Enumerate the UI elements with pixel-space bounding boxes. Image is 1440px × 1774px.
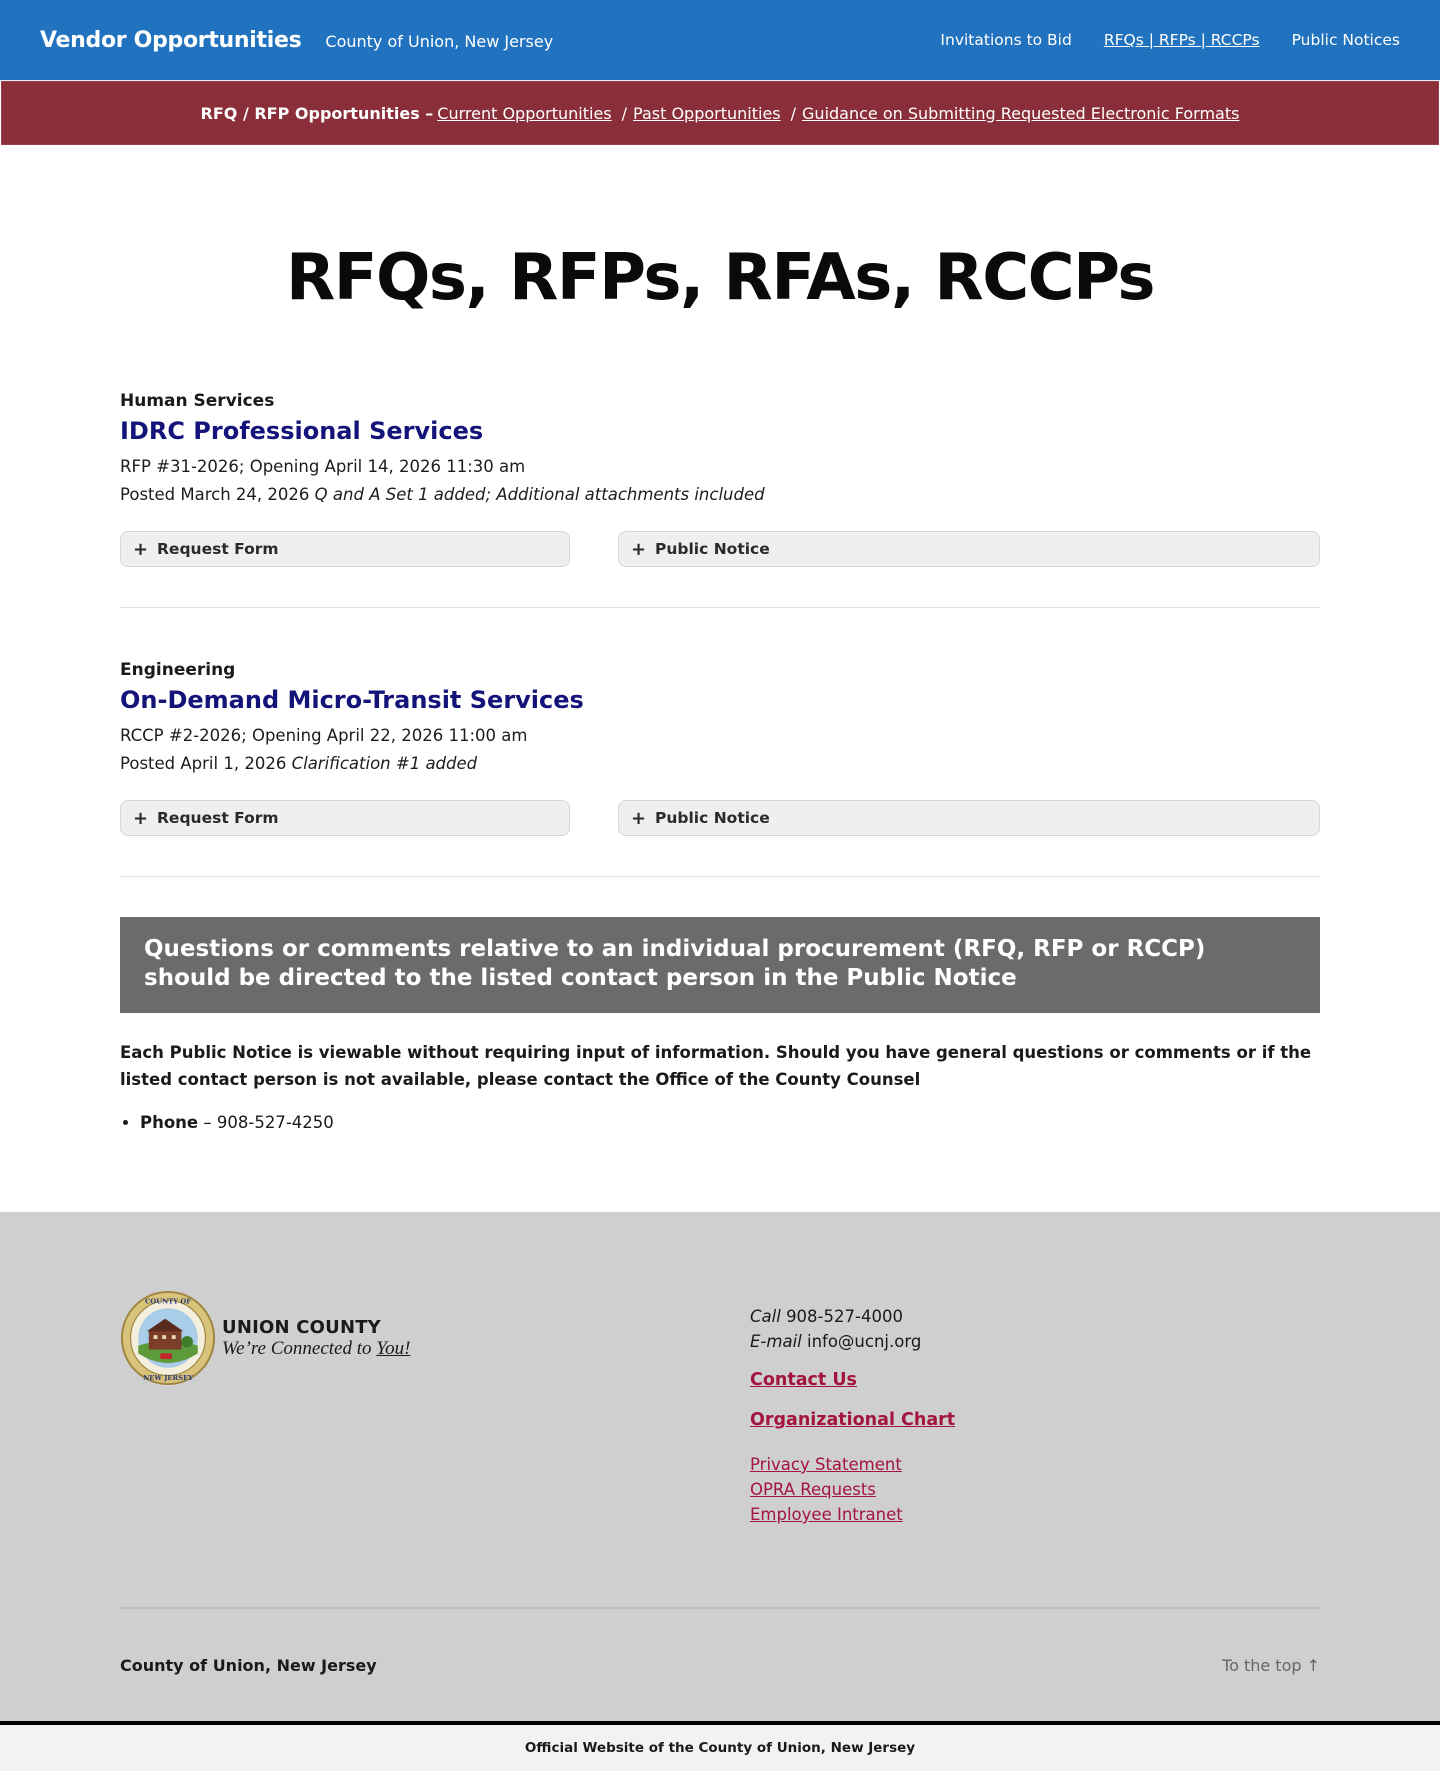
plus-icon: + — [631, 807, 647, 829]
email-label: E-mail — [750, 1332, 802, 1351]
opportunity-accordions — [120, 800, 1320, 836]
subnav-past-opportunities[interactable]: Past Opportunities — [633, 103, 781, 123]
tagline-emphasis: You! — [376, 1337, 411, 1359]
opportunity-reference: RFP #31-2026; Opening April 14, 2026 11:30 am — [120, 457, 526, 476]
call-value: 908-527-4000 — [786, 1307, 903, 1326]
footer-email — [750, 1329, 955, 1354]
footer-secondary-links — [750, 1452, 955, 1527]
svg-text:COUNTY OF: COUNTY OF — [145, 1297, 191, 1306]
email-value: info@ucnj.org — [806, 1332, 922, 1351]
opportunity-posted — [120, 750, 1320, 778]
posted-note: Clarification #1 added — [291, 754, 478, 773]
plus-icon: + — [133, 538, 149, 560]
main-content — [120, 391, 1320, 1132]
site-header — [0, 0, 1440, 81]
accordion-label: Public Notice — [655, 809, 770, 827]
public-notice-accordion[interactable] — [618, 800, 1320, 836]
organizational-chart-link[interactable]: Organizational Chart — [750, 1410, 956, 1430]
site-title-link[interactable]: Vendor Opportunities — [40, 27, 302, 53]
posted-date: Posted March 24, 2026 — [120, 485, 310, 504]
logo-text — [222, 1317, 410, 1360]
contact-list — [140, 1113, 1320, 1132]
callout-body: Each Public Notice is viewable without requiring input of information. Should you have general questions or comments or if the listed contact person is not available, please contact the Office of the County Counsel — [120, 1043, 1312, 1089]
opportunity-title-link[interactable]: IDRC Professional Services — [120, 417, 484, 445]
phone-separator: – — [198, 1113, 217, 1132]
opportunity-accordions — [120, 531, 1320, 567]
site-subtitle: County of Union, New Jersey — [325, 31, 554, 51]
accordion-label: Public Notice — [655, 540, 770, 558]
footer-contact-column — [750, 1290, 955, 1527]
plus-icon: + — [631, 538, 647, 560]
opportunity-posted — [120, 481, 1320, 509]
accordion-label: Request Form — [157, 809, 279, 827]
footer-columns — [120, 1290, 1320, 1527]
footer-phone — [750, 1304, 955, 1329]
brand — [40, 28, 553, 53]
employee-intranet-link[interactable]: Employee Intranet — [750, 1505, 903, 1524]
accordion-label: Request Form — [157, 540, 279, 558]
questions-callout: Questions or comments relative to an individual procurement (RFQ, RFP or RCCP) should be directed to the listed contact person in the Public Notice — [120, 917, 1320, 1013]
opportunity-reference: RCCP #2-2026; Opening April 22, 2026 11:00 am — [120, 726, 528, 745]
phone-value: 908-527-4250 — [216, 1113, 334, 1132]
opportunity-item — [120, 391, 1320, 608]
phone-label: Phone — [140, 1113, 199, 1132]
contact-us-link[interactable]: Contact Us — [750, 1370, 857, 1390]
subnav-current-opportunities[interactable]: Current Opportunities — [437, 103, 612, 123]
subnav-lead: RFQ / RFP Opportunities – — [200, 103, 434, 123]
public-notice-accordion[interactable] — [618, 531, 1320, 567]
site-footer — [0, 1212, 1440, 1721]
svg-text:NEW JERSEY: NEW JERSEY — [143, 1374, 193, 1383]
tagline-text: We’re Connected to — [222, 1337, 377, 1359]
request-form-accordion[interactable] — [120, 800, 570, 836]
posted-date: Posted April 1, 2026 — [120, 754, 287, 773]
logo-line1: UNION COUNTY — [222, 1316, 381, 1338]
union-county-logo[interactable] — [120, 1290, 750, 1386]
subnav-guidance-electronic-formats[interactable]: Guidance on Submitting Requested Electronic Formats — [802, 103, 1240, 123]
opportunity-item — [120, 660, 1320, 877]
footer-logo-column — [120, 1290, 750, 1527]
opportunity-department: Engineering — [120, 660, 236, 680]
top-nav — [940, 31, 1400, 49]
page-title: RFQs, RFPs, RFAs, RCCPs — [285, 241, 1155, 315]
footer-org-name: County of Union, New Jersey — [120, 1655, 377, 1675]
logo-tagline — [222, 1338, 410, 1360]
county-seal-icon — [120, 1290, 216, 1386]
opportunity-department: Human Services — [120, 391, 275, 411]
opportunity-title-link[interactable]: On-Demand Micro-Transit Services — [120, 686, 584, 714]
subnav-separator: / — [790, 103, 797, 123]
posted-note: Q and A Set 1 added; Additional attachments included — [314, 485, 765, 504]
subnav-separator: / — [621, 103, 628, 123]
opra-requests-link[interactable]: OPRA Requests — [750, 1480, 876, 1499]
nav-rfqs-rfps-rccps[interactable]: RFQs | RFPs | RCCPs — [1103, 31, 1260, 49]
opportunities-subnav — [1, 81, 1439, 145]
nav-invitations-to-bid[interactable]: Invitations to Bid — [940, 31, 1072, 49]
request-form-accordion[interactable] — [120, 531, 570, 567]
nav-public-notices[interactable]: Public Notices — [1291, 31, 1400, 49]
privacy-statement-link[interactable]: Privacy Statement — [750, 1455, 902, 1474]
legal-bar: Official Website of the County of Union, New Jersey — [0, 1721, 1440, 1771]
phone-item — [140, 1113, 1320, 1132]
plus-icon: + — [133, 807, 149, 829]
to-the-top-link[interactable]: To the top ↑ — [1222, 1655, 1320, 1675]
footer-bottom — [120, 1609, 1320, 1721]
call-label: Call — [750, 1307, 781, 1326]
